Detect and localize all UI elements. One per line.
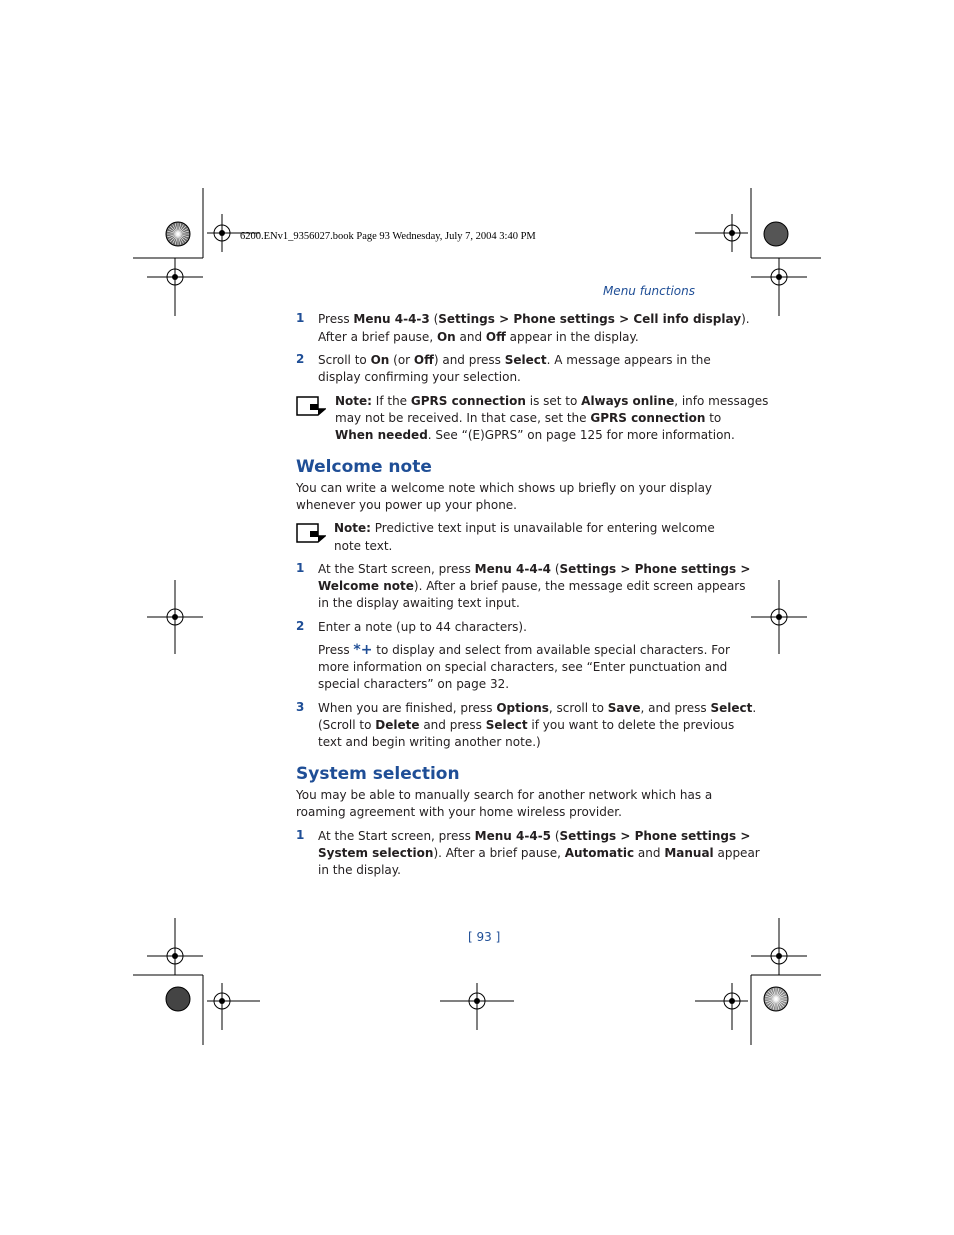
text-run: Scroll to [318, 353, 371, 367]
text-run: appear in the display. [505, 330, 639, 344]
bold-term: System selection [318, 846, 434, 860]
bold-term: Always online [581, 394, 675, 408]
bold-term: Manual [664, 846, 714, 860]
step-number: 1 [296, 561, 305, 575]
bold-term: On [370, 353, 390, 367]
text-run: ) and press [433, 353, 505, 367]
text-run: ). After a brief pause, [433, 846, 565, 860]
step-text [318, 595, 520, 612]
text-run: ( [551, 829, 560, 843]
paragraph [296, 804, 622, 821]
step-text-rest: to display and select from available special characters. For [372, 643, 730, 657]
step-text [318, 561, 750, 578]
text-run: special characters” on page 32. [318, 677, 510, 691]
text-run: ( [429, 312, 439, 326]
note-icon [296, 396, 326, 416]
note-text [334, 538, 392, 555]
step-text [318, 619, 527, 636]
text-run: You may be able to manually search for another network which has a [296, 788, 713, 802]
bold-term: Settings > Phone settings > [559, 562, 751, 576]
step-text [318, 369, 521, 386]
text-run: Predictive text input is unavailable for entering welcome [370, 521, 715, 535]
page-number: [ 93 ] [468, 930, 501, 944]
text-run: and [455, 330, 486, 344]
text-run: ). After a brief pause, the message edit screen appears [413, 579, 746, 593]
bold-term: Menu 4-4-5 [474, 829, 552, 843]
text-run: (or [389, 353, 414, 367]
bold-term: Note: [335, 394, 372, 408]
text-run: may not be received. In that case, set the [335, 411, 591, 425]
step-text [318, 642, 730, 659]
step-text [318, 311, 750, 328]
step-text [318, 700, 756, 717]
text-run: is set to [525, 394, 582, 408]
step-text [318, 352, 711, 369]
text-run: When you are finished, press [318, 701, 497, 715]
text-run: note text. [334, 539, 393, 553]
bold-term: GPRS connection [590, 411, 706, 425]
step-text [318, 862, 401, 879]
step-number: 1 [296, 828, 305, 842]
step-text-press: Press [318, 643, 350, 657]
text-run: whenever you power up your phone. [296, 498, 517, 512]
bold-term: Automatic [564, 846, 635, 860]
bold-term: Select [710, 701, 753, 715]
bold-term: Options [496, 701, 549, 715]
note-text [335, 427, 735, 444]
text-run: roaming agreement with your home wireless provider. [296, 805, 622, 819]
text-run: and press [419, 718, 486, 732]
text-run: more information on special characters, see “Enter punctuation and [318, 660, 728, 674]
note-icon [296, 523, 326, 543]
step-number: 2 [296, 352, 305, 366]
bold-term: GPRS connection [410, 394, 526, 408]
bold-term: Delete [375, 718, 420, 732]
bold-term: When needed [335, 428, 428, 442]
step-text [318, 734, 541, 751]
text-run: . See “(E)GPRS” on page 125 for more information. [427, 428, 735, 442]
text-run: if you want to delete the previous [527, 718, 735, 732]
bold-term: Save [607, 701, 641, 715]
text-run: At the Start screen, press [318, 829, 475, 843]
bold-term: Off [485, 330, 506, 344]
bold-term: Menu 4-4-4 [474, 562, 552, 576]
bold-term: Select [504, 353, 547, 367]
bold-term: Off [413, 353, 434, 367]
step-number: 2 [296, 619, 305, 633]
note-text [335, 393, 768, 410]
step-text [318, 845, 760, 862]
text-run: You can write a welcome note which shows up briefly on your display [296, 481, 713, 495]
note-text [335, 410, 721, 427]
bold-term: Settings > Phone settings > Cell info display [438, 312, 742, 326]
section-heading-welcome-note: Welcome note [296, 457, 432, 477]
text-run: Enter a note (up to 44 characters). [318, 620, 527, 634]
step-text [318, 329, 639, 346]
step-text [318, 676, 509, 693]
text-run: , info messages [674, 394, 769, 408]
text-run: . A message appears in the [546, 353, 711, 367]
text-run: , and press [640, 701, 711, 715]
text-run: display confirming your selection. [318, 370, 521, 384]
star-key-icon: *+ [353, 642, 373, 658]
step-text [318, 828, 750, 845]
text-run: in the display. [318, 863, 401, 877]
bold-term: Select [485, 718, 528, 732]
paragraph [296, 787, 712, 804]
text-run: appear [713, 846, 760, 860]
text-run: ( [551, 562, 560, 576]
text-run: . [752, 701, 757, 715]
text-run: in the display awaiting text input. [318, 596, 520, 610]
bold-term: On [436, 330, 456, 344]
note-text [334, 520, 715, 537]
text-run: (Scroll to [318, 718, 376, 732]
bold-term: Menu 4-4-3 [353, 312, 430, 326]
running-head: Menu functions [602, 284, 695, 298]
bold-term: Welcome note [318, 579, 414, 593]
step-text [318, 659, 727, 676]
bold-term: Settings > Phone settings > [559, 829, 751, 843]
print-slug: 6200.ENv1_9356027.book Page 93 Wednesday, July 7, 2004 3:40 PM [240, 231, 536, 242]
paragraph [296, 497, 517, 514]
text-run: text and begin writing another note.) [318, 735, 541, 749]
paragraph [296, 480, 712, 497]
text-run: , scroll to [548, 701, 608, 715]
step-number: 3 [296, 700, 305, 714]
text-run: ). [741, 312, 750, 326]
section-heading-system-selection: System selection [296, 764, 460, 784]
text-run: At the Start screen, press [318, 562, 475, 576]
bold-term: Note: [334, 521, 371, 535]
text-run: If the [371, 394, 411, 408]
text-run: After a brief pause, [318, 330, 437, 344]
text-run: Press [318, 312, 354, 326]
text-run: and [634, 846, 665, 860]
step-text [318, 578, 745, 595]
text-run: to [705, 411, 722, 425]
step-text [318, 717, 734, 734]
step-number: 1 [296, 311, 305, 325]
